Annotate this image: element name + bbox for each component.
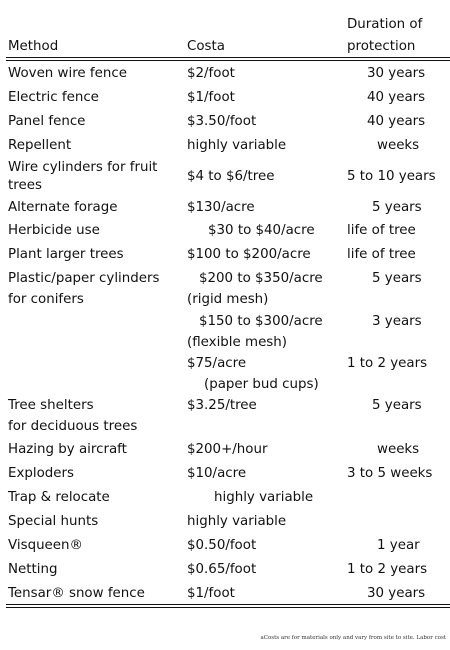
row-duration: 1 year xyxy=(377,538,420,553)
row-method: Special hunts xyxy=(8,514,99,529)
row-method: for deciduous trees xyxy=(8,419,138,434)
row-cost: highly variable xyxy=(187,138,287,153)
table-rule-bottom-1 xyxy=(6,604,450,605)
row-cost: $3.50/foot xyxy=(187,114,257,129)
row-cost: $1/foot xyxy=(187,586,235,601)
row-cost: $10/acre xyxy=(187,466,247,481)
row-cost: $150 to $300/acre xyxy=(199,314,323,329)
row-cost: $30 to $40/acre xyxy=(208,223,315,238)
row-method: Plastic/paper cylinders xyxy=(8,271,160,286)
row-method: Trap & relocate xyxy=(8,490,110,505)
row-duration: 30 years xyxy=(367,66,426,81)
header-cost: Costa xyxy=(187,39,225,54)
row-method: Netting xyxy=(8,562,58,577)
row-method: Panel fence xyxy=(8,114,86,129)
row-method: trees xyxy=(8,178,42,193)
row-cost: $1/foot xyxy=(187,90,235,105)
row-method: Tensar® snow fence xyxy=(8,586,145,601)
row-duration: life of tree xyxy=(347,223,416,238)
row-method: Electric fence xyxy=(8,90,99,105)
row-cost: $200+/hour xyxy=(187,442,268,457)
row-cost: highly variable xyxy=(187,514,287,529)
header-method: Method xyxy=(8,39,59,54)
row-duration: 5 years xyxy=(372,271,422,286)
row-cost-note: (paper bud cups) xyxy=(204,377,319,392)
row-cost: $2/foot xyxy=(187,66,235,81)
footnote: aCosts are for materials only and vary from site to site. Labor cost xyxy=(260,635,446,641)
row-cost: $75/acre xyxy=(187,356,247,371)
row-method: Woven wire fence xyxy=(8,66,127,81)
row-duration: 40 years xyxy=(367,114,426,129)
row-cost: $0.65/foot xyxy=(187,562,257,577)
row-method: Repellent xyxy=(8,138,72,153)
row-duration: 3 to 5 weeks xyxy=(347,466,433,481)
row-cost-note: (flexible mesh) xyxy=(187,335,287,350)
row-method: for conifers xyxy=(8,292,84,307)
row-duration: life of tree xyxy=(347,247,416,262)
row-cost: $0.50/foot xyxy=(187,538,257,553)
row-cost: highly variable xyxy=(214,490,314,505)
row-cost: $3.25/tree xyxy=(187,398,257,413)
row-duration: 5 years xyxy=(372,398,422,413)
row-cost: $130/acre xyxy=(187,200,255,215)
row-method: Herbicide use xyxy=(8,223,100,238)
row-cost: $4 to $6/tree xyxy=(187,169,275,184)
row-duration: 5 to 10 years xyxy=(347,169,436,184)
row-duration: 40 years xyxy=(367,90,426,105)
row-duration: weeks xyxy=(377,138,420,153)
row-cost: $200 to $350/acre xyxy=(199,271,323,286)
row-method: Exploders xyxy=(8,466,75,481)
row-method: Visqueen® xyxy=(8,538,83,553)
row-method: Alternate forage xyxy=(8,200,118,215)
header-rule-bottom xyxy=(6,60,450,61)
row-duration: 1 to 2 years xyxy=(347,562,428,577)
row-method: Plant larger trees xyxy=(8,247,124,262)
header-rule-top xyxy=(6,57,450,58)
row-duration: 1 to 2 years xyxy=(347,356,428,371)
row-duration: 3 years xyxy=(372,314,422,329)
header-duration-line1: Duration of xyxy=(347,17,423,32)
row-cost-note: (rigid mesh) xyxy=(187,292,269,307)
row-duration: weeks xyxy=(377,442,420,457)
row-cost: $100 to $200/acre xyxy=(187,247,311,262)
row-duration: 30 years xyxy=(367,586,426,601)
header-duration-line2: protection xyxy=(347,39,416,54)
row-method: Wire cylinders for fruit xyxy=(8,160,158,175)
row-method: Hazing by aircraft xyxy=(8,442,127,457)
row-method: Tree shelters xyxy=(8,398,94,413)
table-rule-bottom-2 xyxy=(6,607,450,608)
row-duration: 5 years xyxy=(372,200,422,215)
